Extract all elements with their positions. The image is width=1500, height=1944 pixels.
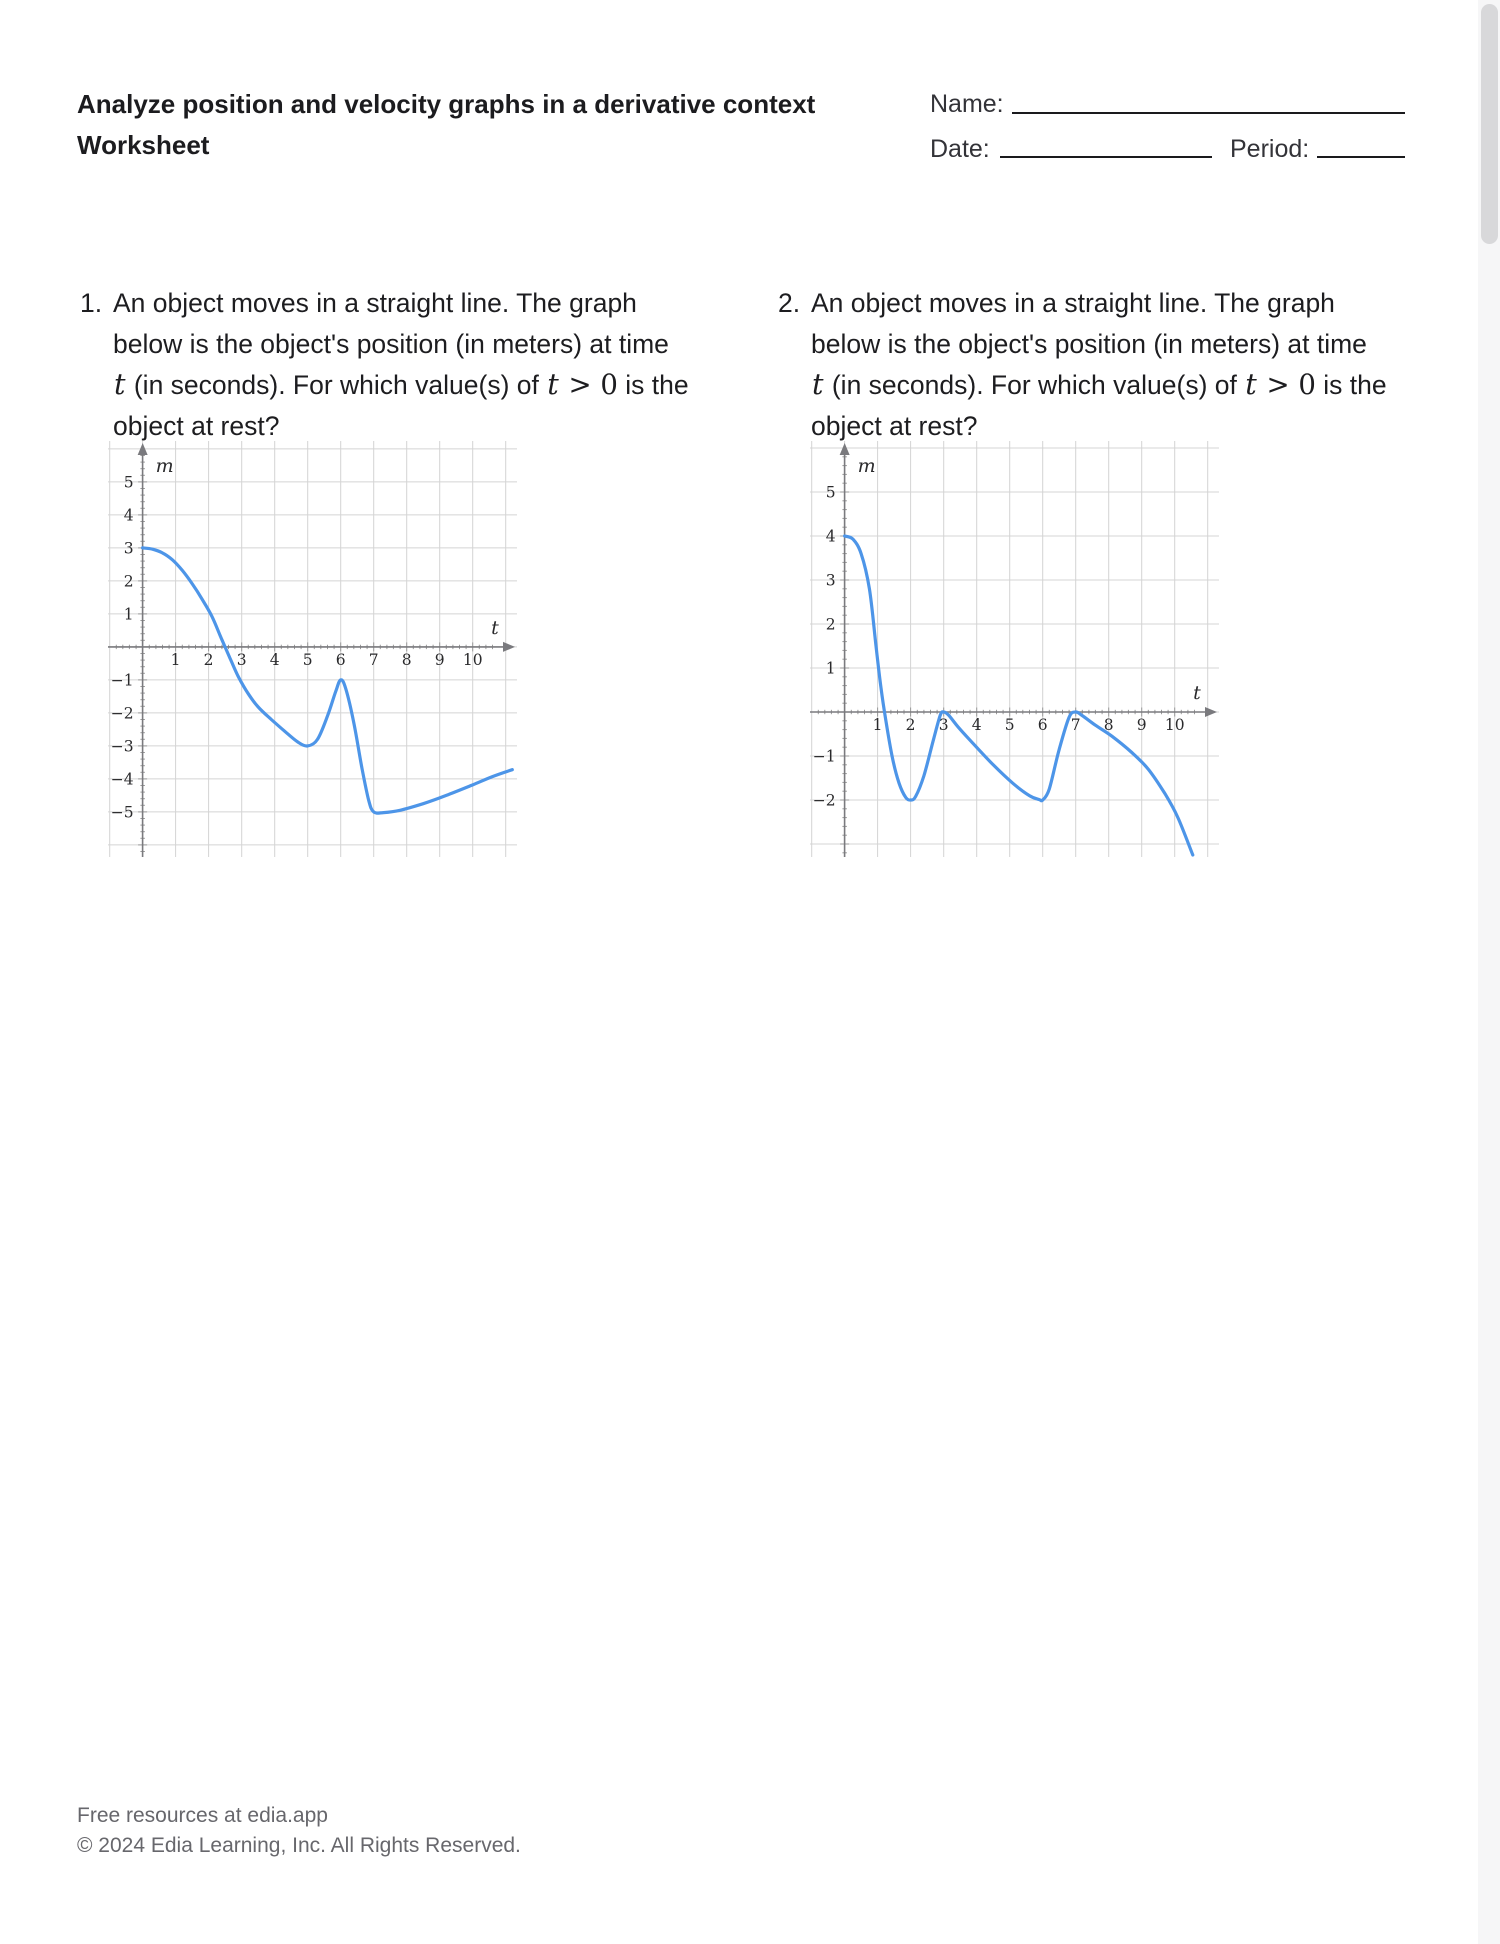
scrollbar-track[interactable] xyxy=(1478,0,1500,1944)
scrollbar-thumb[interactable] xyxy=(1481,4,1498,244)
name-label: Name: xyxy=(930,90,1004,118)
svg-text:10: 10 xyxy=(1164,716,1185,734)
question-text: An object moves in a straight line. The graph xyxy=(113,288,637,318)
footer-copyright-text: © 2024 Edia Learning, Inc. All Rights Reserved. xyxy=(77,1834,521,1857)
position-curve xyxy=(845,536,1193,855)
svg-text:4: 4 xyxy=(971,716,982,734)
svg-text:3: 3 xyxy=(938,716,949,734)
date-label: Date: xyxy=(930,135,990,163)
svg-text:5: 5 xyxy=(302,650,313,669)
problem-2-number: 2. xyxy=(778,288,801,318)
worksheet-title-line1: Analyze position and velocity graphs in a derivative context xyxy=(77,89,816,119)
question-line xyxy=(113,406,689,447)
svg-text:m: m xyxy=(857,455,876,477)
question-text: below is the object's position (in meters) at time xyxy=(113,328,669,359)
svg-text:2: 2 xyxy=(123,572,134,591)
question-text: object at rest? xyxy=(113,410,280,441)
svg-text:9: 9 xyxy=(434,650,445,669)
tick-labels xyxy=(813,484,1185,810)
question-text: is the xyxy=(617,370,689,400)
question-line xyxy=(811,406,1387,447)
svg-text:1: 1 xyxy=(170,650,181,669)
svg-text:m: m xyxy=(155,455,174,477)
svg-text:1: 1 xyxy=(825,659,836,678)
question-line xyxy=(811,283,1387,324)
question-line xyxy=(811,324,1387,365)
math-text: t xyxy=(547,367,559,401)
svg-text:−2: −2 xyxy=(812,791,836,810)
svg-text:−3: −3 xyxy=(110,737,134,756)
name-blank-line xyxy=(1012,112,1405,114)
question-text: is the xyxy=(1315,370,1387,400)
question-text: An object moves in a straight line. The graph xyxy=(811,288,1335,318)
question-line xyxy=(113,283,689,324)
math-text: t xyxy=(114,367,126,401)
period-blank-line xyxy=(1317,156,1405,158)
axis-ticks xyxy=(818,457,1194,853)
svg-text:6: 6 xyxy=(1037,716,1048,734)
question-text: below is the object's position (in meters) at time xyxy=(811,328,1367,359)
svg-text:t: t xyxy=(491,616,499,639)
worksheet-title xyxy=(77,84,857,166)
svg-text:4: 4 xyxy=(123,506,134,525)
math-text: t xyxy=(1245,367,1257,401)
svg-text:8: 8 xyxy=(401,650,412,669)
problem-2 xyxy=(778,283,1387,446)
math-text: t xyxy=(812,367,824,401)
svg-text:5: 5 xyxy=(825,483,836,502)
problem-1-question xyxy=(113,283,689,446)
worksheet-title-line2: Worksheet xyxy=(77,130,210,160)
svg-text:2: 2 xyxy=(905,716,916,734)
question-line xyxy=(113,364,689,406)
question-line xyxy=(811,364,1387,406)
svg-text:5: 5 xyxy=(1004,716,1015,734)
svg-text:10: 10 xyxy=(462,650,483,669)
question-line xyxy=(113,324,689,365)
math-text: > 0 xyxy=(1257,369,1316,401)
svg-text:4: 4 xyxy=(269,650,280,669)
footer-resources-text: Free resources at edia.app xyxy=(77,1804,328,1827)
problem-1-number: 1. xyxy=(80,288,103,318)
position-time-graph-1 xyxy=(108,441,517,857)
period-label: Period: xyxy=(1230,135,1310,163)
svg-text:−4: −4 xyxy=(110,770,134,789)
svg-text:2: 2 xyxy=(203,650,214,669)
svg-text:t: t xyxy=(1193,682,1201,704)
svg-text:1: 1 xyxy=(123,605,134,624)
svg-text:2: 2 xyxy=(825,615,836,634)
x-axis-arrow xyxy=(503,642,515,652)
position-time-graph-2 xyxy=(810,441,1219,857)
x-axis-arrow xyxy=(1205,707,1217,717)
svg-text:1: 1 xyxy=(872,716,883,734)
question-text: object at rest? xyxy=(811,410,978,441)
svg-text:7: 7 xyxy=(1070,716,1081,734)
svg-text:3: 3 xyxy=(236,650,247,669)
svg-text:3: 3 xyxy=(123,539,134,558)
svg-text:6: 6 xyxy=(335,650,346,669)
svg-text:8: 8 xyxy=(1103,716,1114,734)
svg-text:−2: −2 xyxy=(110,704,134,723)
axes xyxy=(810,443,1217,857)
problem-2-question xyxy=(811,283,1387,446)
y-axis-arrow xyxy=(840,443,850,455)
date-blank-line xyxy=(1000,156,1212,158)
svg-text:−1: −1 xyxy=(110,671,134,690)
svg-text:4: 4 xyxy=(825,527,836,546)
svg-text:3: 3 xyxy=(825,571,836,590)
svg-text:−1: −1 xyxy=(812,747,836,766)
question-text: (in seconds). For which value(s) of xyxy=(824,370,1245,400)
svg-text:7: 7 xyxy=(368,650,379,669)
svg-text:5: 5 xyxy=(123,473,134,492)
problem-1 xyxy=(80,283,689,446)
grid-lines xyxy=(810,441,1219,857)
math-text: > 0 xyxy=(559,369,618,401)
position-curve xyxy=(143,548,513,813)
page-footer xyxy=(77,1801,521,1861)
svg-text:−5: −5 xyxy=(110,803,134,822)
svg-text:9: 9 xyxy=(1136,716,1147,734)
question-text: (in seconds). For which value(s) of xyxy=(126,370,547,400)
